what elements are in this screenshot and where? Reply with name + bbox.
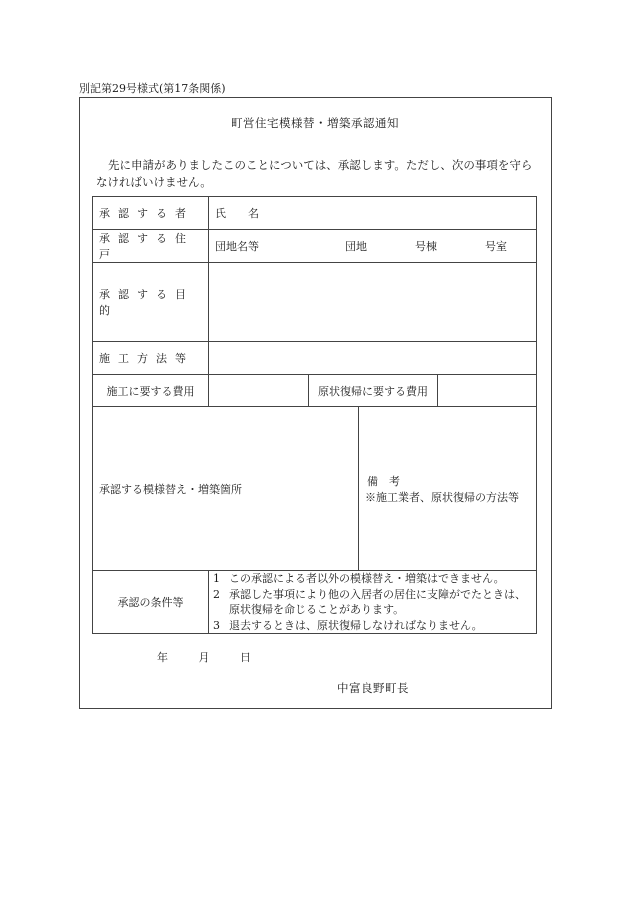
date-day: 日 <box>240 651 251 664</box>
address-name-label: 団地名等 <box>215 240 259 253</box>
table-row <box>93 571 537 634</box>
restore-cost-field[interactable] <box>438 375 537 407</box>
approval-table <box>92 196 537 634</box>
condition-number: 3 <box>213 618 220 632</box>
method-label: 施工方法等 <box>93 342 209 375</box>
table-row <box>93 197 537 230</box>
form-label: 別記第29号様式(第17条関係) <box>79 82 226 95</box>
table-row <box>93 407 537 571</box>
remarks-label: 備 考 <box>367 474 400 488</box>
table-row <box>93 375 537 407</box>
table-row <box>93 263 537 342</box>
address-room-label: 号室 <box>485 240 507 253</box>
method-field[interactable] <box>209 342 537 375</box>
document-title: 町営住宅模様替・増築承認通知 <box>231 116 399 130</box>
table-row <box>93 230 537 263</box>
restore-cost-label: 原状復帰に要する費用 <box>309 375 438 407</box>
condition-item <box>213 618 530 634</box>
purpose-label: 承認する目的 <box>93 263 209 342</box>
remarks-note: ※施工業者、原状復帰の方法等 <box>365 490 519 504</box>
address-building-label: 号棟 <box>415 240 437 253</box>
date-year: 年 <box>157 651 168 664</box>
condition-number: 1 <box>213 572 220 585</box>
location-label: 承認する模様替え・増築箇所 <box>99 482 242 496</box>
condition-number: 2 <box>213 587 220 601</box>
person-label: 承認する者 <box>93 197 209 230</box>
address-danchi-label: 団地 <box>345 240 367 253</box>
condition-text: この承認による者以外の模様替え・増築はできません。 <box>229 572 505 585</box>
location-cell[interactable] <box>93 407 359 571</box>
condition-text: 退去するときは、原状復帰しなければなりません。 <box>229 618 483 632</box>
body-text: 先に申請がありましたこのことについては、承認します。ただし、次の事項を守らなければいけません。 <box>96 158 533 189</box>
condition-item <box>213 571 530 587</box>
address-label: 承認する住戸 <box>93 230 209 263</box>
conditions-cell <box>209 571 537 634</box>
date-month: 月 <box>198 651 210 664</box>
date-line <box>157 649 251 665</box>
purpose-field[interactable] <box>209 263 537 342</box>
cost-field[interactable] <box>209 375 309 407</box>
remarks-cell[interactable] <box>359 407 537 571</box>
issuer-name: 中富良野町長 <box>337 681 409 695</box>
table-row <box>93 342 537 375</box>
condition-text: 承認した事項により他の入居者の居住に支障がでたときは、原状復帰を命じることがあります。 <box>229 587 526 616</box>
condition-item <box>213 587 530 618</box>
address-field <box>209 230 537 263</box>
conditions-label: 承認の条件等 <box>93 571 209 634</box>
cost-label: 施工に要する費用 <box>93 375 209 407</box>
person-field: 氏 名 <box>209 197 537 230</box>
